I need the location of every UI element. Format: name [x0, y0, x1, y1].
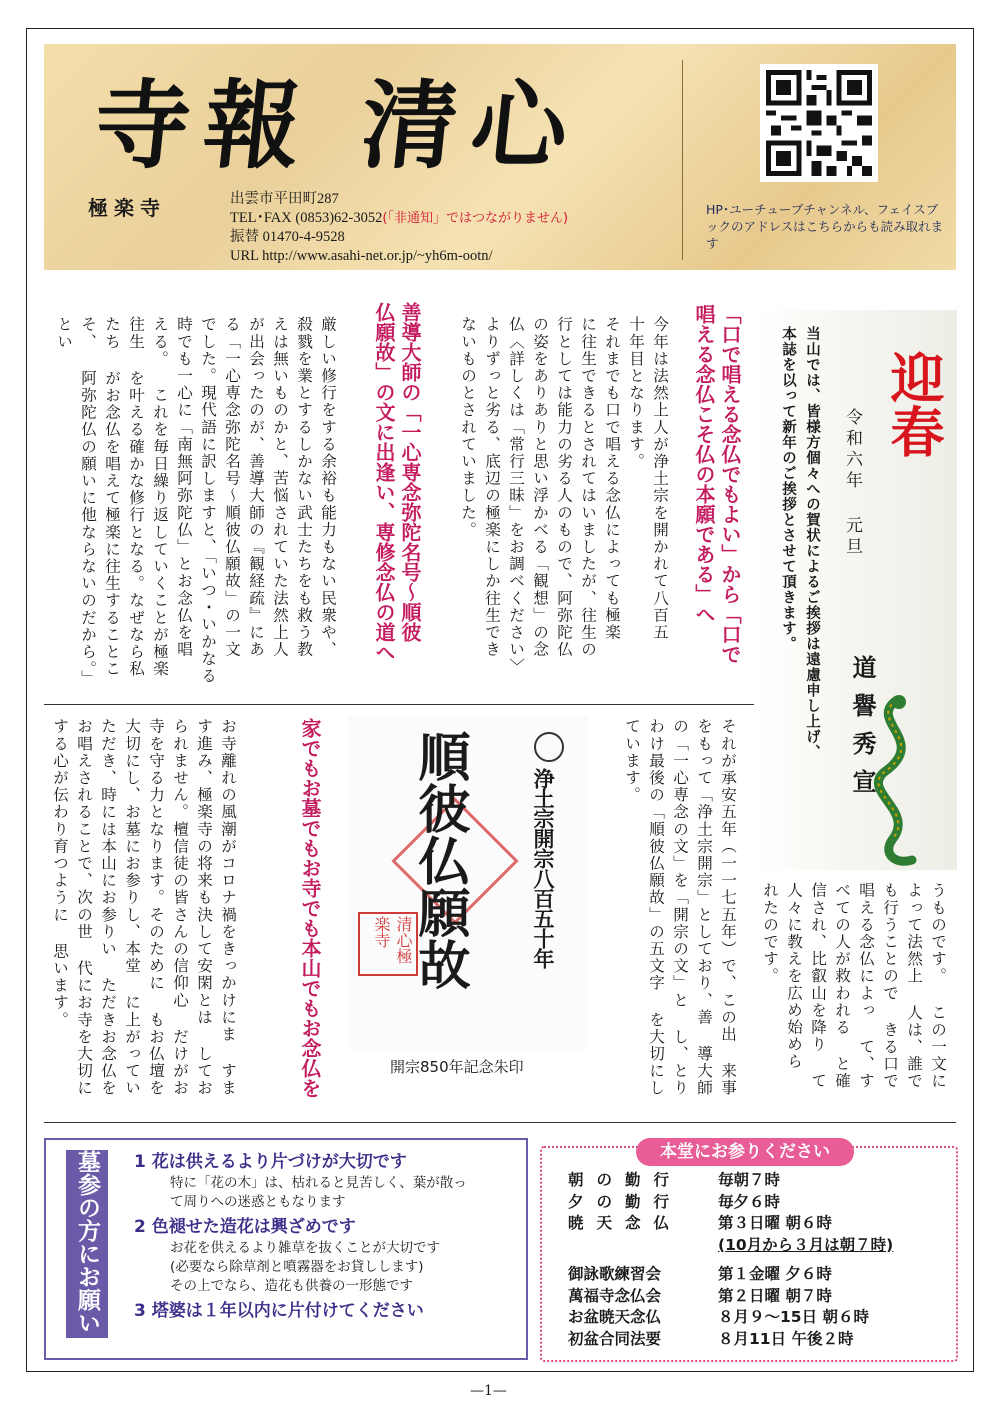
ohaka-item-1-text-2: て周りへの迷惑ともなります [170, 1194, 346, 1210]
text-line: と確信され、比叡山を降り [809, 882, 851, 1090]
schedule-key [568, 1235, 718, 1257]
text-line: 人は、誰でも行うことので [881, 882, 923, 1090]
text-line: だけがお寺を守る力となります。そのために [147, 718, 189, 1097]
schedule-key: 萬福寺念仏会 [568, 1286, 662, 1305]
schedule-key: 暁天念仏 [568, 1214, 683, 1232]
geishun-title: 迎春 [882, 350, 946, 458]
text-line: もお仏壇を大切にし、お墓にお参りし、本堂 [123, 718, 165, 1097]
text-line: それまでも口で唱える念仏によっても極楽 [603, 316, 621, 641]
text-line: 行としては能力の劣る人のもので、阿弥陀仏 [555, 316, 573, 658]
contact-block [230, 190, 568, 266]
seal-side-text: 浄土宗開宗八百五十年 [531, 768, 556, 968]
furikae: 振替 01470-4-9528 [230, 229, 345, 245]
text-line: これを毎日繰り返していくことが極楽往生 [127, 316, 169, 678]
paragraph-2 [52, 316, 340, 690]
schedule-value: ８月11日 午後２時 [718, 1329, 854, 1348]
text-line: でした。現代語に訳しますと、「いつ･いかなる [199, 316, 217, 685]
ohaka-side-text: 墓参の方にお願い [74, 1150, 100, 1334]
phone-line [230, 209, 568, 228]
text-line: て、すべての人が救われる [833, 882, 875, 1090]
text-line: 阿弥陀仏の願いに他ならないのだから。」とい [55, 316, 97, 687]
subhead-1-line-2: 仏願故」の文に出逢い、専修念仏の道へ [372, 302, 396, 662]
text-line: れたのです。 [761, 882, 779, 985]
text-line: る「一心専念弥陀名号〜順彼仏願故」の一文 [223, 316, 241, 658]
text-line: に上がっていただき、時には本山にお参りい [99, 718, 141, 1097]
text-line: を大切にしています。 [623, 718, 665, 1097]
seal-caption: 開宗850年記念朱印 [390, 1058, 524, 1076]
ohaka-item-2-text-3: その上でなら、造花も供養の一形態です [170, 1278, 413, 1294]
subhead-3: 家でもお墓でもお寺でも本山でもお念仏を [298, 718, 322, 1098]
text-line: うものです。 [929, 882, 947, 985]
schedule-key: 朝の勤行 [568, 1171, 683, 1189]
ohaka-item-1: 1 花は供えるより片づけが大切です [134, 1152, 407, 1172]
red-stamp-square: 清心極楽寺 [358, 912, 418, 976]
url[interactable]: URL http://www.asahi-net.or.jp/~yh6m-ootn/ [230, 248, 493, 264]
paragraph-1 [456, 316, 672, 690]
date: 令和六年 元旦 [842, 408, 862, 558]
schedule-key: 初盆合同法要 [568, 1329, 662, 1348]
schedule-key: 夕の勤行 [568, 1192, 683, 1211]
text-line: 今年は法然上人が浄土宗を開かれて八百五 [651, 316, 669, 641]
text-line: 導大師の「一心専念の文」を「開宗の文」と [671, 718, 713, 1097]
ohaka-item-2-text: お花を供えるより雑草を抜くことが大切です [170, 1240, 440, 1256]
greeting-line-2: 本誌を以って新年のご挨拶とさせて頂きます。 [780, 326, 797, 652]
ohaka-item-2-text-2: (必要なら除草剤と噴霧器をお貸しします) [170, 1259, 424, 1275]
seal-image [348, 716, 588, 1050]
paragraph-5 [48, 718, 240, 1098]
text-line: て人々に教えを広め始めら [785, 882, 827, 1090]
text-line: 仏〈詳しくは「常行三昧」をお調べください〉 [507, 316, 525, 676]
address: 出雲市平田町287 [230, 191, 339, 207]
text-line: に往生できるとされてはいましたが、往生の [579, 316, 597, 658]
text-line: ないものとされていました。 [459, 316, 477, 539]
schedule-row [568, 1192, 938, 1214]
schedule-row [568, 1213, 938, 1235]
text-line: お寺離れの風潮がコロナ禍をきっかけにま [219, 718, 237, 1043]
text-line: 殺戮を業とするしかない武士たちをも救う教 [295, 316, 313, 658]
header-divider [682, 60, 683, 260]
ohaka-item-2: 2 色褪せた造花は興ざめです [134, 1217, 356, 1237]
newsletter-title: 寺報 清心 [88, 69, 588, 182]
text-line: を叶える確かな修行となる。なぜなら私たち [103, 316, 145, 678]
schedule-row [568, 1170, 938, 1192]
schedule-key: お盆暁天念仏 [568, 1308, 662, 1326]
schedule-value: (10月から３月は朝７時) [718, 1235, 894, 1254]
text-line: えは無いものかと、苦悩されていた法然上人 [271, 316, 289, 658]
text-line: よりずっと劣る、底辺の極楽にしか往生でき [483, 316, 501, 658]
schedule-value: 第２日曜 朝７時 [718, 1286, 832, 1305]
ohaka-item-3: 3 塔婆は１年以内に片付けてください [134, 1301, 424, 1321]
schedule-row [568, 1329, 938, 1351]
text-line: がお念仏を唱えて極楽に往生することこそ、 [79, 316, 121, 678]
schedule-row [568, 1307, 938, 1329]
text-line: この一文によって法然上 [905, 882, 947, 1090]
ohaka-side-label [66, 1150, 108, 1338]
schedule-row [568, 1235, 938, 1257]
phone-note: (「非通知」ではつながりません) [382, 211, 569, 226]
hondo-title: 本堂にお参りください [636, 1138, 854, 1166]
author: 道譽秀宣 [848, 655, 877, 807]
qr-code-icon[interactable] [760, 64, 878, 182]
paragraph-4 [620, 718, 740, 1098]
text-line: 思います。 [51, 942, 69, 1029]
paragraph-3 [758, 882, 950, 1094]
temple-name: 極楽寺 [88, 196, 166, 220]
text-line: 厳しい修行をする余裕も能力もない民衆や、 [319, 316, 337, 658]
headline-line-2: 唱える念仏こそ仏の本願である」へ [692, 304, 716, 624]
bottom-divider [44, 1122, 956, 1123]
subhead-1-line-1: 善導大師の「一心専念弥陀名号〜順彼 [398, 302, 422, 642]
ohaka-item-1-text: 特に「花の木」は、枯れると見苦しく、葉が散っ [170, 1175, 467, 1191]
schedule-value: ８月９〜15日 朝６時 [718, 1308, 869, 1326]
text-line: すます進み、極楽寺の将来も決して安閑とは [195, 718, 237, 1097]
text-line: きる口で唱える念仏によっ [857, 882, 899, 1090]
headline-line-1: 「口で唱える念仏でもよい」から「口で [718, 304, 742, 664]
schedule-value: 毎夕６時 [718, 1192, 781, 1211]
text-line: の姿をありありと思い浮かべる「観想」の念 [531, 316, 549, 658]
ohaka-list [134, 1150, 514, 1323]
page-number: —1— [470, 1383, 507, 1399]
text-line: が出会ったのが、善導大師の『観経疏』にあ [247, 316, 265, 658]
schedule-value: 毎朝７時 [718, 1171, 781, 1189]
text-line: し、とりわけ最後の「順彼仏願故」の五文字 [647, 718, 689, 1097]
phone: TEL･FAX (0853)62-3052 [230, 210, 383, 226]
text-line: それが承安五年（一一七五年）で、この出 [719, 718, 737, 1043]
text-line: ただきお念仏をお唱えされることで、次の世 [75, 718, 117, 1097]
text-line: 来事をもって「浄土宗開宗」としており、善 [695, 718, 737, 1097]
schedule [568, 1170, 938, 1350]
text-line: 十年目となります。 [627, 316, 645, 470]
schedule-value: 第１金曜 夕６時 [718, 1265, 832, 1283]
section-divider [44, 704, 754, 705]
text-line: しておられません。檀信徒の皆さんの信仰心 [171, 718, 213, 1097]
text-line: 時でも一心に「南無阿弥陀仏」とお念仏を唱 [175, 316, 193, 658]
schedule-row [568, 1286, 938, 1308]
schedule-key: 御詠歌練習会 [568, 1265, 662, 1283]
qr-note: HP･ユーチューブチャンネル、フェイスブックのアドレスはこちらからも読み取れます [706, 202, 944, 251]
schedule-row [568, 1264, 938, 1286]
crest-icon [534, 732, 564, 762]
seal-main-text: 順彼仏願故 [409, 730, 470, 990]
text-line: える。 [151, 316, 169, 368]
schedule-value: 第３日曜 朝６時 [718, 1214, 832, 1232]
text-line: 代にお寺を大切にする心が伝わり育つように [51, 718, 93, 1097]
greeting-line-1: 当山では、皆様方個々への賀状によるご挨拶は遠慮申し上げ、 [804, 326, 821, 760]
